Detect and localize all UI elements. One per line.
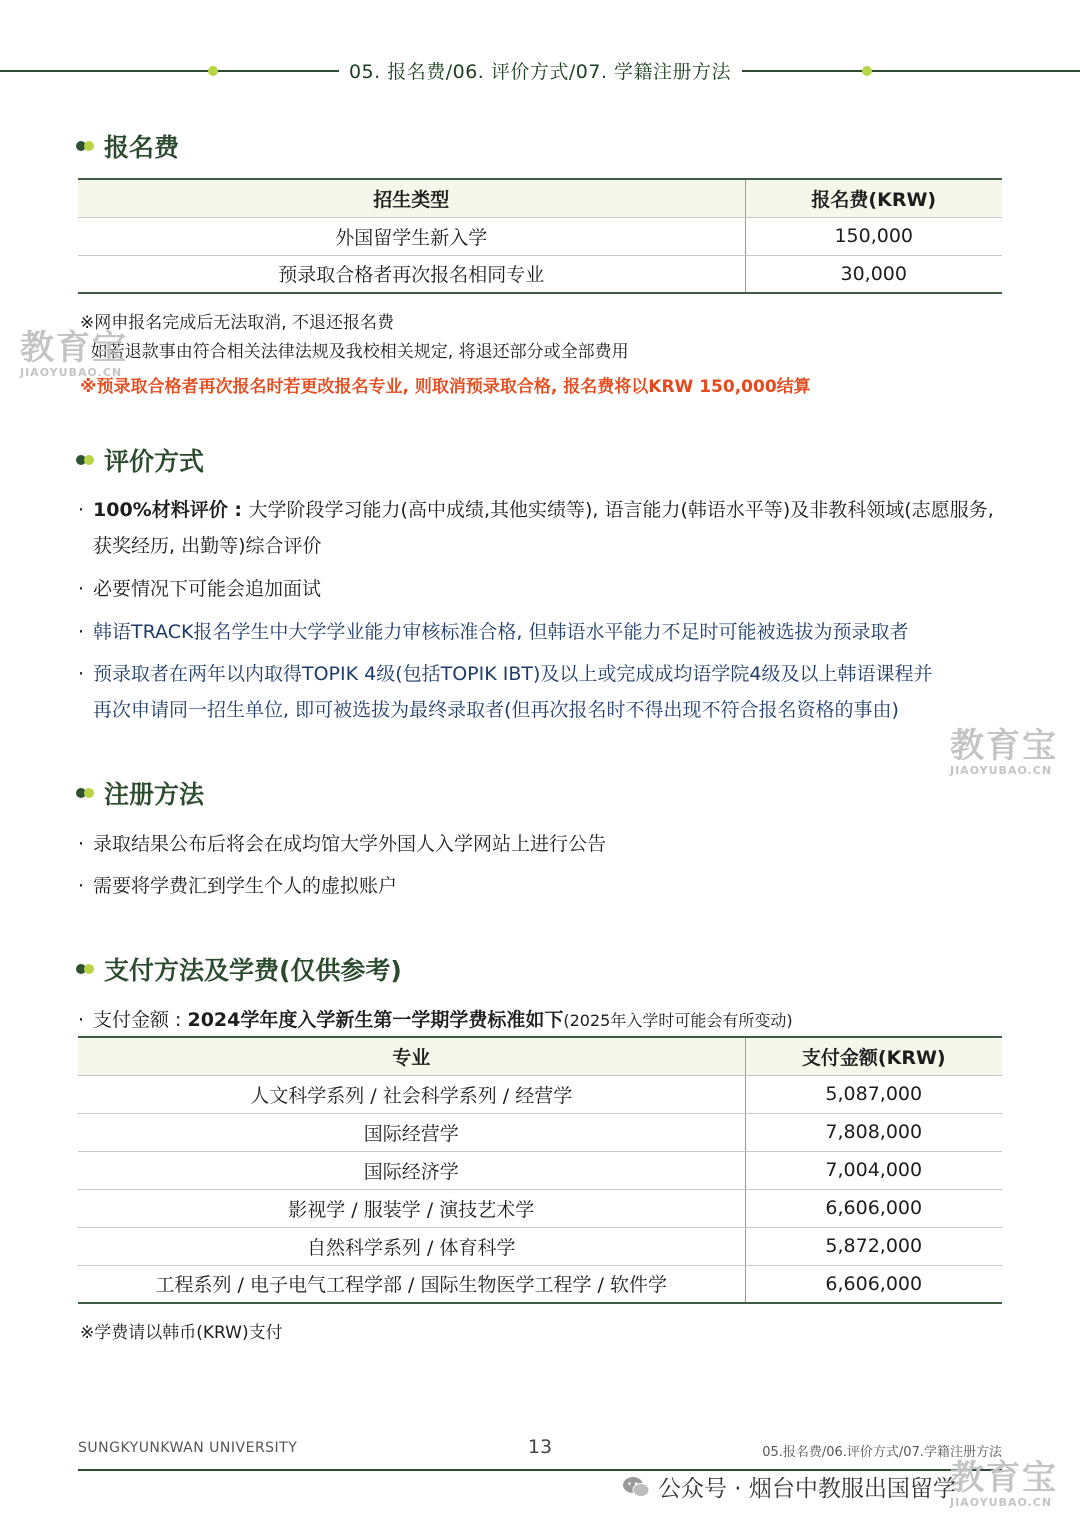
bullet-dot: · — [78, 875, 85, 897]
footer-section-title: 05.报名费/06.评价方式/07.学籍注册方法 — [762, 1445, 1002, 1460]
section-register-title: 注册方法 — [104, 780, 205, 809]
section-bullet-icon — [76, 788, 94, 798]
payment-intro — [78, 1002, 1008, 1039]
tuition-major-cell: 国际经营学 — [78, 1113, 745, 1151]
wechat-account-label — [622, 1470, 956, 1503]
table-row — [78, 1151, 1002, 1189]
watermark-domain: JIAOYUBAO.CN — [950, 1496, 1053, 1509]
eval-item-2-text: 必要情况下可能会追加面试 — [93, 578, 322, 600]
fee-note-red: ※预录取合格者再次报名时若更改报名专业, 则取消预录取合格, 报名费将以KRW 150,000结算 — [80, 377, 811, 397]
register-item-1-text: 录取结果公布后将会在成均馆大学外国人入学网站上进行公告 — [93, 833, 607, 855]
fee-amount-cell: 150,000 — [745, 217, 1002, 255]
tuition-table — [78, 1036, 1002, 1304]
section-bullet-icon — [76, 455, 94, 465]
tuition-note: ※学费请以韩币(KRW)支付 — [80, 1323, 283, 1343]
wechat-account-text: 公众号 · 烟台中教服出国留学 — [658, 1476, 956, 1502]
bullet-dot: · — [78, 663, 85, 685]
section-fee-title: 报名费 — [104, 133, 180, 162]
fee-col-amount: 报名费(KRW) — [745, 179, 1002, 217]
bullet-dot: · — [78, 621, 85, 643]
tuition-major-cell: 自然科学系列 / 体育科学 — [78, 1227, 745, 1265]
bullet-dot: · — [78, 1009, 85, 1031]
fee-type-cell: 外国留学生新入学 — [78, 217, 745, 255]
tuition-col-amount: 支付金额(KRW) — [745, 1037, 1002, 1075]
tuition-major-cell: 工程系列 / 电子电气工程学部 / 国际生物医学工程学 / 软件学 — [78, 1265, 745, 1303]
watermark-bottom — [950, 1460, 1058, 1509]
tuition-amount-cell: 6,606,000 — [745, 1265, 1002, 1303]
payment-intro-bold: 2024学年度入学新生第一学期学费标准如下 — [187, 1009, 564, 1031]
eval-item-1-bold: 100%材料评价 : — [93, 499, 249, 521]
eval-item-4 — [78, 656, 1008, 728]
footer-university: SUNGKYUNKWAN UNIVERSITY — [78, 1440, 298, 1456]
table-header-row — [78, 1037, 1002, 1075]
fee-table — [78, 178, 1002, 294]
watermark-left — [20, 330, 128, 379]
tuition-amount-cell: 5,087,000 — [745, 1075, 1002, 1113]
tuition-major-cell: 人文科学系列 / 社会科学系列 / 经营学 — [78, 1075, 745, 1113]
eval-item-1 — [78, 492, 1008, 564]
footer-page-number: 13 — [527, 1436, 553, 1458]
header-title: 05. 报名费/06. 评价方式/07. 学籍注册方法 — [0, 57, 1080, 84]
register-item-2-text: 需要将学费汇到学生个人的虚拟账户 — [93, 875, 398, 897]
fee-note-2: 如若退款事由符合相关法律法规及我校相关规定, 将退还部分或全部费用 — [80, 342, 629, 362]
watermark-right — [950, 728, 1058, 777]
bullet-dot: · — [78, 578, 85, 600]
watermark-text: 教育宝 — [20, 328, 128, 368]
table-row — [78, 1227, 1002, 1265]
section-payment-title: 支付方法及学费(仅供参考) — [104, 956, 402, 985]
tuition-amount-cell: 5,872,000 — [745, 1227, 1002, 1265]
tuition-col-major: 专业 — [78, 1037, 745, 1075]
eval-item-4-text: 预录取者在两年以内取得TOPIK 4级(包括TOPIK IBT)及以上或完成成均语学院4级及以上韩语课程并 — [93, 663, 933, 685]
table-header-row — [78, 179, 1002, 217]
table-row — [78, 1189, 1002, 1227]
eval-item-3 — [78, 614, 1008, 650]
tuition-amount-cell: 6,606,000 — [745, 1189, 1002, 1227]
eval-item-3-text: 韩语TRACK报名学生中大学学业能力审核标准合格, 但韩语水平能力不足时可能被选拔为预录取者 — [93, 621, 909, 643]
table-row — [78, 255, 1002, 293]
fee-note-1: ※网申报名完成后无法取消, 不退还报名费 — [80, 313, 395, 333]
eval-item-4-text2: 再次申请同一招生单位, 即可被选拔为最终录取者(但再次报名时不得出现不符合报名资格的事由) — [93, 699, 899, 721]
register-item-2 — [78, 868, 1008, 904]
bullet-dot: · — [78, 833, 85, 855]
eval-item-1-text: 大学阶段学习能力(高中成绩,其他实绩等), 语言能力(韩语水平等)及非教科领域(志愿服务, — [248, 499, 994, 521]
watermark-domain: JIAOYUBAO.CN — [20, 366, 123, 379]
section-eval-title: 评价方式 — [104, 447, 205, 476]
payment-intro-suffix: (2025年入学时可能会有所变动) — [563, 1011, 793, 1030]
tuition-major-cell: 影视学 / 服装学 / 演技艺术学 — [78, 1189, 745, 1227]
payment-intro-prefix: 支付金额 : — [93, 1009, 188, 1031]
section-bullet-icon — [76, 141, 94, 151]
table-row — [78, 1113, 1002, 1151]
bullet-dot: · — [78, 499, 85, 521]
section-eval-heading — [76, 442, 204, 478]
section-register-heading — [76, 775, 204, 811]
watermark-text: 教育宝 — [950, 726, 1058, 766]
table-row — [78, 1265, 1002, 1303]
fee-type-cell: 预录取合格者再次报名相同专业 — [78, 255, 745, 293]
watermark-text: 教育宝 — [950, 1458, 1058, 1498]
section-payment-heading — [76, 951, 402, 987]
register-item-1 — [78, 826, 1008, 862]
wechat-icon — [622, 1475, 650, 1499]
tuition-amount-cell: 7,808,000 — [745, 1113, 1002, 1151]
watermark-domain: JIAOYUBAO.CN — [950, 764, 1053, 777]
section-fee-heading — [76, 128, 179, 164]
section-bullet-icon — [76, 964, 94, 974]
table-row — [78, 217, 1002, 255]
fee-col-type: 招生类型 — [78, 179, 745, 217]
tuition-major-cell: 国际经济学 — [78, 1151, 745, 1189]
fee-amount-cell: 30,000 — [745, 255, 1002, 293]
eval-item-1-text2: 获奖经历, 出勤等)综合评价 — [93, 535, 322, 557]
table-row — [78, 1075, 1002, 1113]
eval-item-2 — [78, 571, 1008, 607]
tuition-amount-cell: 7,004,000 — [745, 1151, 1002, 1189]
